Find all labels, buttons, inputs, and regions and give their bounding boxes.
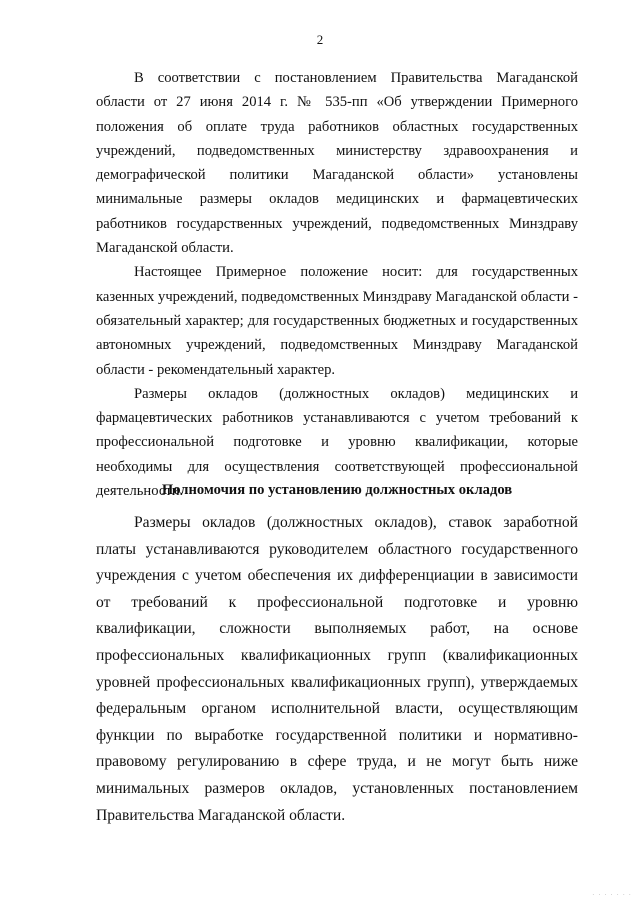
paragraph-regulation-reference: В соответствии с постановлением Правительства Магаданской области от 27 июня 2014 г. № 535-пп «Об утверждении Примерного положения об оплате труда работников областных государственных учреждений, подведомственных министерству здравоохранения и демографической политики Магаданской области» установлены минимальные размеры окладов медицинских и фармацевтических работников государственных учреждений, подведомственных Минздраву Магаданской области. xyxy=(96,70,578,257)
intro-text-block xyxy=(96,66,578,503)
section-heading: Полномочия по установлению должностных окладов xyxy=(161,482,513,498)
scan-artifact: · · · · · · · xyxy=(592,891,632,899)
paragraph-salary-authority: Размеры окладов (должностных окладов), ставок заработной платы устанавливаются руководителем областного государственного учреждения с учетом обеспечения их дифференциации в зависимости от требований к профессиональной подготовке и уровню квалификации, сложности выполняемых работ, на основе профессиональных квалификационных групп (квалификационных уровней профессиональных квалификационных групп), утверждаемых федеральным органом исполнительной власти, осуществляющим функции по выработке государственной политики и нормативно-правовому регулированию в сфере труда, и не могут быть ниже минимальных размеров окладов, установленных постановлением Правительства Магаданской области. xyxy=(96,514,578,824)
page-number: 2 xyxy=(316,32,324,47)
section-text-block xyxy=(96,510,578,829)
paragraph-salary-requirements: Размеры окладов (должностных окладов) медицинских и фармацевтических работников устанавливаются с учетом требований к профессиональной подготовке и уровню квалификации, которые необходимы для осуществления соответствующей профессиональной деятельности. xyxy=(96,385,578,500)
paragraph-regulation-nature: Настоящее Примерное положение носит: для государственных казенных учреждений, подведомственных Минздраву Магаданской области - обязательный характер; для государственных бюджетных и государственных автономных учреждений, подведомственных Минздраву Магаданской области - рекомендательный характер. xyxy=(96,264,578,378)
